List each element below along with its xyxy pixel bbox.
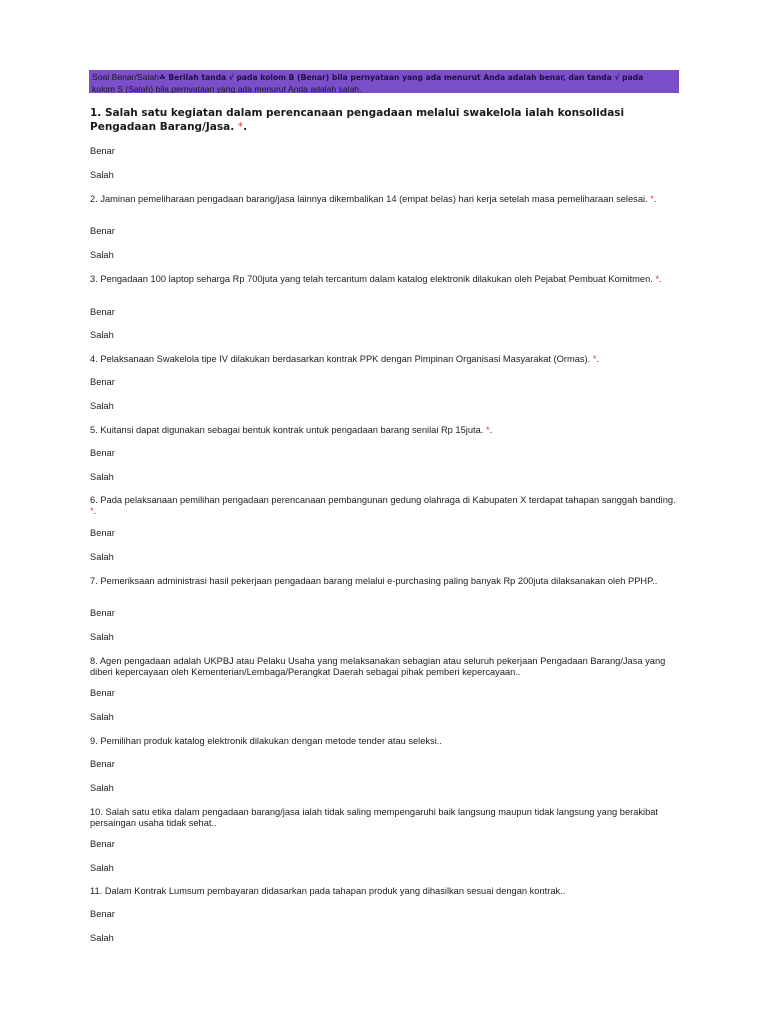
option-benar-4[interactable]: Benar (90, 377, 115, 387)
question-text: 4. Pelaksanaan Swakelola tipe IV dilakukan berdasarkan kontrak PPK dengan Pimpinan Organisasi Masyarakat (Ormas). (90, 354, 593, 364)
option-benar-7[interactable]: Benar (90, 608, 115, 618)
question-7 (90, 576, 680, 587)
option-salah-11[interactable]: Salah (90, 933, 114, 943)
required-marker: * (592, 354, 597, 364)
option-salah-1[interactable]: Salah (90, 170, 114, 180)
question-text: 7. Pemeriksaan administrasi hasil pekerjaan pengadaan barang melalui e-purchasing paling banyak Rp 200juta dilaksanakan oleh PPHP.. (90, 576, 658, 586)
banner-line-2: kolom S (Salah) bila pernyataan yang ada menurut Anda adalah salah. (92, 83, 362, 93)
option-salah-10[interactable]: Salah (90, 863, 114, 873)
option-salah-5[interactable]: Salah (90, 472, 114, 482)
required-marker: * (650, 194, 654, 204)
question-text: 10. Salah satu etika dalam pengadaan barang/jasa ialah tidak saling mempengaruhi baik langsung maupun tidak langsung yang berakibat persaingan usaha tidak sehat.. (90, 807, 659, 828)
required-marker: * (655, 274, 660, 284)
option-salah-3[interactable]: Salah (90, 330, 114, 340)
option-benar-10[interactable]: Benar (90, 839, 115, 849)
banner-instruction: ☘ Berilah tanda √ pada kolom B (Benar) bila pernyataan yang ada menurut Anda adalah benar, dan tanda √ pada (158, 73, 644, 82)
question-text: 6. Pada pelaksanaan pemilihan pengadaan perencanaan pembangunan gedung olahraga di Kabupaten X terdapat tahapan sanggah banding. (90, 495, 676, 505)
option-benar-3[interactable]: Benar (90, 307, 115, 317)
option-salah-8[interactable]: Salah (90, 712, 114, 722)
option-salah-7[interactable]: Salah (90, 632, 114, 642)
question-text: 3. Pengadaan 100 laptop seharga Rp 700juta yang telah tercantum dalam katalog elektronik dilakukan oleh Pejabat Pembuat Komitmen. (90, 274, 656, 284)
instructions-banner (89, 70, 679, 93)
question-4 (90, 354, 680, 365)
question-10 (90, 807, 680, 828)
banner-title: Soal Benar/Salah (92, 72, 159, 82)
option-benar-8[interactable]: Benar (90, 688, 115, 698)
option-benar-1[interactable]: Benar (90, 146, 115, 156)
question-suffix: . (596, 354, 600, 364)
question-3 (90, 274, 680, 285)
question-text: 2. Jaminan pemeliharaan pengadaan barang/jasa lainnya dikembalikan 14 (empat belas) hari kerja setelah masa pemeliharaan selesai. (90, 194, 651, 204)
question-8 (90, 656, 680, 677)
question-text: 5. Kuitansi dapat digunakan sebagai bentuk kontrak untuk pengadaan barang senilai Rp 15juta. (90, 425, 486, 435)
option-benar-2[interactable]: Benar (90, 226, 115, 236)
required-marker: * (485, 425, 490, 435)
question-1 (90, 106, 680, 134)
question-text: 11. Dalam Kontrak Lumsum pembayaran didasarkan pada tahapan produk yang dihasilkan sesuai dengan kontrak.. (90, 886, 566, 896)
question-text: 8. Agen pengadaan adalah UKPBJ atau Pelaku Usaha yang melaksanakan sebagian atau seluruh pekerjaan Pengadaan Barang/Jasa yang diberi kepercayaan oleh Kementerian/Lembaga/Perangkat Daerah sebagai pihak pemberi kepercayaan.. (90, 656, 666, 677)
option-salah-9[interactable]: Salah (90, 783, 114, 793)
question-5 (90, 425, 680, 436)
question-suffix: . (659, 274, 662, 284)
question-11 (90, 886, 680, 897)
option-salah-4[interactable]: Salah (90, 401, 114, 411)
question-suffix: . (243, 121, 248, 133)
option-salah-6[interactable]: Salah (90, 552, 114, 562)
question-9 (90, 736, 680, 747)
required-marker: * (90, 505, 94, 516)
option-benar-11[interactable]: Benar (90, 909, 115, 919)
question-suffix: . (93, 505, 97, 516)
option-benar-9[interactable]: Benar (90, 759, 115, 769)
question-suffix: . (489, 425, 493, 435)
question-6 (90, 495, 680, 516)
question-2 (90, 194, 680, 205)
option-benar-5[interactable]: Benar (90, 448, 115, 458)
question-suffix: . (653, 194, 657, 204)
option-benar-6[interactable]: Benar (90, 528, 115, 538)
option-salah-2[interactable]: Salah (90, 250, 114, 260)
question-text: 1. Salah satu kegiatan dalam perencanaan pengadaan melalui swakelola ialah konsolidasi Pengadaan Barang/Jasa. (90, 107, 625, 133)
required-marker: * (237, 121, 244, 133)
question-text: 9. Pemilihan produk katalog elektronik dilakukan dengan metode tender atau seleksi.. (90, 736, 442, 746)
